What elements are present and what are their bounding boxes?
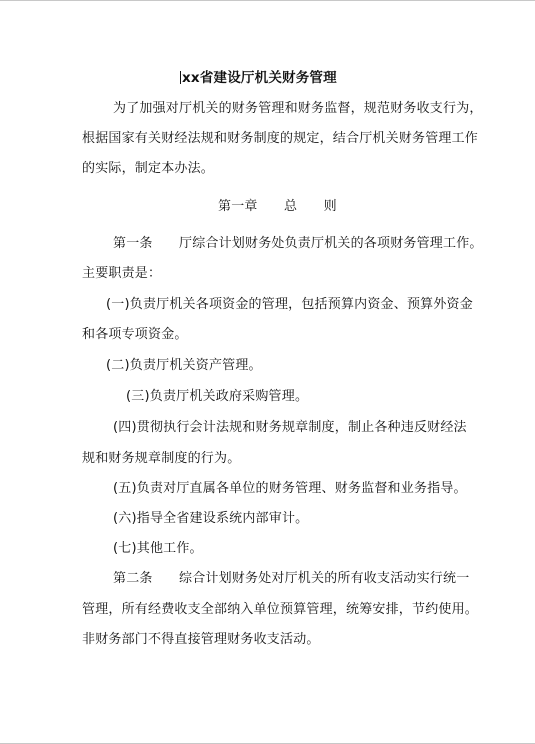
paragraph-line: 根据国家有关财经法规和财务制度的规定，结合厅机关财务管理工作 bbox=[82, 131, 479, 146]
paragraph-line: 的实际，制定本办法。 bbox=[82, 161, 215, 176]
list-item: (五)负责对厅直属各单位的财务管理、财务监督和业务指导。 bbox=[113, 481, 467, 496]
list-item: (六)指导全省建设系统内部审计。 bbox=[113, 511, 309, 526]
paragraph-line: 为了加强对厅机关的财务管理和财务监督，规范财务收支行为， bbox=[113, 101, 483, 116]
paragraph-line: 规和财务规章制度的行为。 bbox=[82, 451, 241, 466]
page-top-border bbox=[0, 0, 535, 4]
article-line: 第一条 厅综合计划财务处负责厅机关的各项财务管理工作。 bbox=[113, 236, 483, 251]
paragraph-line: 管理，所有经费收支全部纳入单位预算管理，统筹安排，节约使用。 bbox=[82, 602, 479, 617]
document-title-text: xx省建设厅机关财务管理 bbox=[182, 70, 337, 86]
list-item: (二)负责厅机关资产管理。 bbox=[106, 358, 262, 373]
paragraph-line: 和各项专项资金。 bbox=[82, 327, 188, 342]
document-title bbox=[180, 70, 337, 86]
paragraph-line: 非财务部门不得直接管理财务收支活动。 bbox=[82, 632, 320, 647]
article-line: 第二条 综合计划财务处对厅机关的所有收支活动实行统一 bbox=[113, 571, 470, 586]
paragraph-line: 主要职责是： bbox=[82, 266, 162, 281]
chapter-heading: 第一章 总 则 bbox=[218, 199, 337, 214]
list-item: (四)贯彻执行会计法规和财务规章制度，制止各种违反财经法 bbox=[113, 420, 467, 435]
list-item: (三)负责厅机关政府采购管理。 bbox=[126, 389, 309, 404]
list-item: (七)其他工作。 bbox=[113, 541, 203, 556]
list-item: (一)负责厅机关各项资金的管理，包括预算内资金、预算外资金 bbox=[106, 297, 473, 312]
text-cursor-icon bbox=[180, 71, 181, 84]
